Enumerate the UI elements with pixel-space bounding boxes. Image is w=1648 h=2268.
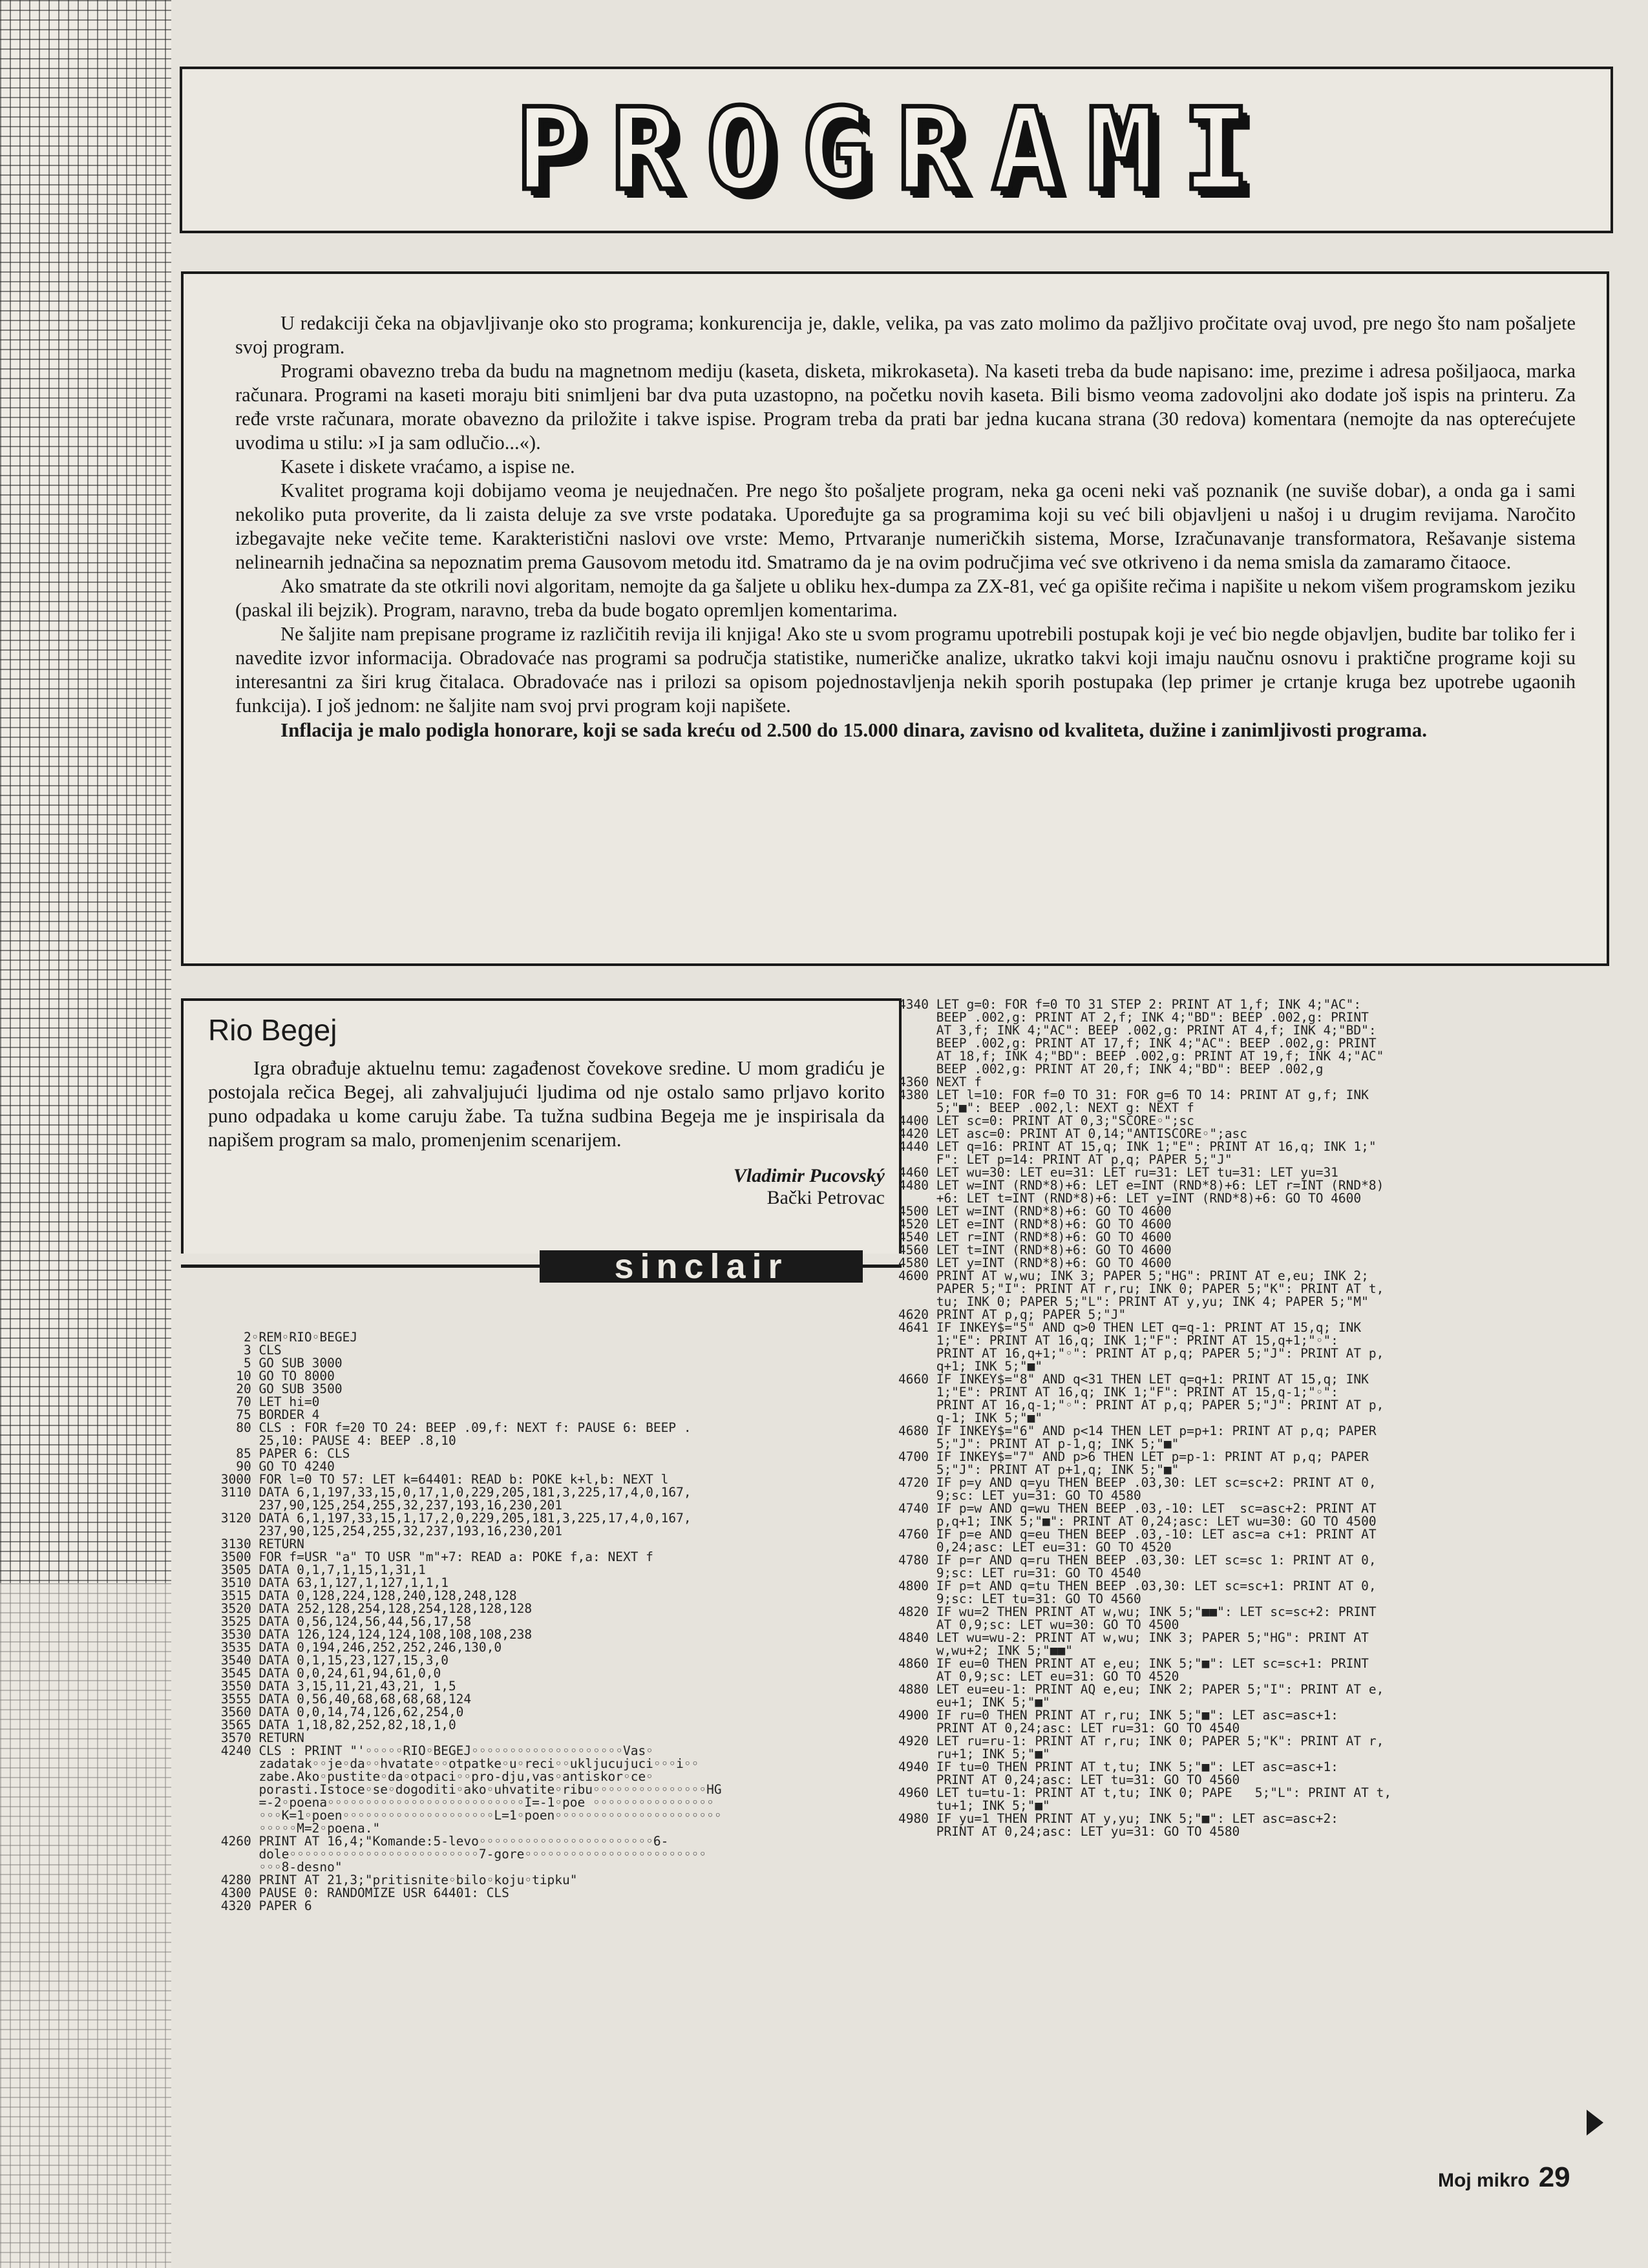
sinclair-logo: sinclair: [540, 1250, 863, 1283]
intro-paragraph: Kasete i diskete vraćamo, a ispise ne.: [280, 456, 575, 478]
page-footer: [1438, 2161, 1570, 2194]
basic-listing-left: 2◦REM◦RIO◦BEGEJ 3 CLS 5 GO SUB 3000 10 GO TO 8000 20 GO SUB 3500 70 LET hi=0 75 BORDER 4 80 CLS : FOR f=20 TO 24: BEEP .09,f: NEXT f: PAUSE 6: BEEP . 25,10: PAUSE 4: BEEP .8,10 85 PAPER 6: CLS 90 GO TO 4240 3000 FOR l=0 TO 57: LET k=64401: READ b: POKE k+l,b: NEXT l 3110 DATA 6,1,197,33,15,0,17,1,0,229,205,181,3,225,17,4,0,167, 237,90,125,254,255,32,237,193,16,230,201 3120 DATA 6,1,197,33,15,1,17,2,0,229,205,181,3,225,17,4,0,167, 237,90,125,254,255,32,237,193,16,230,201 3130 RETURN 3500 FOR f=USR "a" TO USR "m"+7: READ a: POKE f,a: NEXT f 3505 DATA 0,1,7,1,15,1,31,1 3510 DATA 63,1,127,1,127,1,1,1 3515 DATA 0,128,224,128,240,128,248,128 3520 DATA 252,128,254,128,254,128,128,128 3525 DATA 0,56,124,56,44,56,17,58 3530 DATA 126,124,124,124,108,108,108,238 3535 DATA 0,194,246,252,252,246,130,0 3540 DATA 0,1,15,23,127,15,3,0 3545 DATA 0,0,24,61,94,61,0,0 3550 DATA 3,15,11,21,43,21, 1,5 3555 DATA 0,56,40,68,68,68,68,124 3560 DATA 0,0,14,74,126,62,254,0 3565 DATA 1,18,82,252,82,18,1,0 3570 RETURN 4240 CLS : PRINT "'◦◦◦◦◦RIO◦BEGEJ◦◦◦◦◦◦◦◦◦◦◦◦◦◦◦◦◦◦◦◦Vas◦ zadatak◦◦je◦da◦◦hvatate◦◦otpatke◦u◦reci◦◦ukljucujuci◦◦◦i◦◦ zabe.Ako◦pustite◦da◦otpaci◦◦pro-dju,vas◦antiskor◦ce◦ porasti.Istoce◦se◦dogoditi◦ako◦uhvatite◦ribu◦◦◦◦◦◦◦◦◦◦◦◦◦◦◦HG =-2◦poena◦◦◦◦◦◦◦◦◦◦◦◦◦◦◦◦◦◦◦◦◦◦◦◦◦◦I=-1◦poe ◦◦◦◦◦◦◦◦◦◦◦◦◦◦◦◦ ◦◦◦K=1◦poen◦◦◦◦◦◦◦◦◦◦◦◦◦◦◦◦◦◦◦◦L=1◦poen◦◦◦◦◦◦◦◦◦◦◦◦◦◦◦◦◦◦◦◦◦◦ ◦◦◦◦◦M=2◦poena." 4260 PRINT AT 16,4;"Komande:5-levo◦◦◦◦◦◦◦◦◦◦◦◦◦◦◦◦◦◦◦◦◦◦◦6- dole◦◦◦◦◦◦◦◦◦◦◦◦◦◦◦◦◦◦◦◦◦◦◦◦◦7-gore◦◦◦◦◦◦◦◦◦◦◦◦◦◦◦◦◦◦◦◦◦◦◦◦ ◦◦◦8-desno" 4280 PRINT AT 21,3;"pritisnite◦bilo◦koju◦tipku" 4300 PAUSE 0: RANDOMIZE USR 64401: CLS 4320 PAPER 6: [220, 1330, 722, 1913]
magazine-name: Moj mikro: [1438, 2170, 1530, 2191]
graph-paper-margin: [0, 0, 171, 1583]
graph-paper-margin-lower: [0, 1583, 171, 2268]
intro-paragraph: Programi obavezno treba da budu na magnetnom mediju (kaseta, disketa, mikrokaseta). Na kaseti treba da bude napisano: ime, prezime i adresa pošiljaoca, marka računara. Programi na kaseti moraju biti snimljeni bar dva puta uzastopno, na početku novih kaseta. Bili bismo veoma zadovoljni ako dodate još ispis na printeru. Za ređe vrste računara, morate obavezno da priložite i takve ispise. Program treba da prati bar jedna kucana strana (30 redova) komentara (nemojte da nas opterećujete uvodima u stilu: »I ja sam odlučio...«).: [235, 360, 1576, 454]
article-intro-box: [181, 998, 902, 1254]
intro-paragraph: U redakciji čeka na objavljivanje oko sto programa; konkurencija je, dakle, velika, pa vas zato molimo da pažljivo pročitate ovaj uvod, pre nego što nam pošaljete svoj program.: [235, 312, 1576, 358]
section-title: PROGRAMI: [515, 84, 1278, 216]
intro-paragraph: Kvalitet programa koji dobijamo veoma je neujednačen. Pre nego što pošaljete program, neka ga oceni neki vaš poznanik (ne suviše dobar), a onda ga i sami nekoliko puta proverite, da li zaista deluje za sve vrste podataka. Upoređujte ga sa programima koji su već bili objavljeni u našoj i u drugim revijama. Naročito izbegavajte neke večite teme. Karakteristični naslovi ove vrste: Memo, Prtvaranje numeričkih sistema, Morse, Izračunavanje transformatora, Rešavanje sistema nelinearnih jednačina sa nepoznatim prema Gausovom metodu itd. Smatramo da je na ovim područjima već sve otkriveno i da nema smisla da zamaramo čitaoce.: [235, 479, 1576, 573]
basic-listing-right: 4340 LET g=0: FOR f=0 TO 31 STEP 2: PRINT AT 1,f; INK 4;"AC": BEEP .002,g: PRINT AT 2,f; INK 4;"BD": BEEP .002,g: PRINT AT 3,f; INK 4;"AC": BEEP .002,g: PRINT AT 4,f; INK 4;"BD": BEEP .002,g: PRINT AT 17,f; INK 4;"AC": BEEP .002,g: PRINT AT 18,f; INK 4;"BD": BEEP .002,g: PRINT AT 19,f; INK 4;"AC" BEEP .002,g: PRINT AT 20,f; INK 4;"BD": BEEP .002,g 4360 NEXT f 4380 LET l=10: FOR f=0 TO 31: FOR g=6 TO 14: PRINT AT g,f; INK 5;"■": BEEP .002,l: NEXT g: NEXT f 4400 LET sc=0: PRINT AT 0,3;"SCORE◦";sc 4420 LET asc=0: PRINT AT 0,14;"ANTISCORE◦";asc 4440 LET q=16: PRINT AT 15,q; INK 1;"E": PRINT AT 16,q; INK 1;" F": LET p=14: PRINT AT p,q; PAPER 5;"J" 4460 LET wu=30: LET eu=31: LET ru=31: LET tu=31: LET yu=31 4480 LET w=INT (RND*8)+6: LET e=INT (RND*8)+6: LET r=INT (RND*8) +6: LET t=INT (RND*8)+6: LET y=INT (RND*8)+6: GO TO 4600 4500 LET w=INT (RND*8)+6: GO TO 4600 4520 LET e=INT (RND*8)+6: GO TO 4600 4540 LET r=INT (RND*8)+6: GO TO 4600 4560 LET t=INT (RND*8)+6: GO TO 4600 4580 LET y=INT (RND*8)+6: GO TO 4600 4600 PRINT AT w,wu; INK 3; PAPER 5;"HG": PRINT AT e,eu; INK 2; PAPER 5;"I": PRINT AT r,ru; INK 0; PAPER 5;"K": PRINT AT t, tu; INK 0; PAPER 5;"L": PRINT AT y,yu; INK 4; PAPER 5;"M" 4620 PRINT AT p,q; PAPER 5;"J" 4641 IF INKEY$="5" AND q>0 THEN LET q=q-1: PRINT AT 15,q; INK 1;"E": PRINT AT 16,q; INK 1;"F": PRINT AT 15,q+1;"◦": PRINT AT 16,q+1;"◦": PRINT AT p,q; PAPER 5;"J": PRINT AT p, q+1; INK 5;"■" 4660 IF INKEY$="8" AND q<31 THEN LET q=q+1: PRINT AT 15,q; INK 1;"E": PRINT AT 16,q; INK 1;"F": PRINT AT 15,q-1;"◦": PRINT AT 16,q-1;"◦": PRINT AT p,q; PAPER 5;"J": PRINT AT p, q-1; INK 5;"■" 4680 IF INKEY$="6" AND p<14 THEN LET p=p+1: PRINT AT p,q; PAPER 5;"J": PRINT AT p-1,q; INK 5;"■" 4700 IF INKEY$="7" AND p>6 THEN LET p=p-1: PRINT AT p,q; PAPER 5;"J": PRINT AT p+1,q; INK 5;"■" 4720 IF p=y AND q=yu THEN BEEP .03,30: LET sc=sc+2: PRINT AT 0, 9;sc: LET yu=31: GO TO 4580 4740 IF p=w AND q=wu THEN BEEP .03,-10: LET sc=asc+2: PRINT AT p,q+1; INK 5;"■": PRINT AT 0,24;asc: LET wu=30: GO TO 4500 4760 IF p=e AND q=eu THEN BEEP .03,-10: LET asc=a c+1: PRINT AT 0,24;asc: LET eu=31: GO TO 4520 4780 IF p=r AND q=ru THEN BEEP .03,30: LET sc=sc 1: PRINT AT 0, 9;sc: LET ru=31: GO TO 4540 4800 IF p=t AND q=tu THEN BEEP .03,30: LET sc=sc+1: PRINT AT 0, 9;sc: LET tu=31: GO TO 4560 4820 IF wu=2 THEN PRINT AT w,wu; INK 5;"■■": LET sc=sc+2: PRINT AT 0,9;sc: LET wu=30: GO TO 4500 4840 LET wu=wu-2: PRINT AT w,wu; INK 3; PAPER 5;"HG": PRINT AT w,wu+2; INK 5;"■■" 4860 IF eu=0 THEN PRINT AT e,eu; INK 5;"■": LET sc=sc+1: PRINT AT 0,9;sc: LET eu=31: GO TO 4520 4880 LET eu=eu-1: PRINT AQ e,eu; INK 2; PAPER 5;"I": PRINT AT e, eu+1; INK 5;"■" 4900 IF ru=0 THEN PRINT AT r,ru; INK 5;"■": LET asc=asc+1: PRINT AT 0,24;asc: LET ru=31: GO TO 4540 4920 LET ru=ru-1: PRINT AT r,ru; INK 0; PAPER 5;"K": PRINT AT r, ru+1; INK 5;"■" 4940 IF tu=0 THEN PRINT AT t,tu; INK 5;"■": LET asc=asc+1: PRINT AT 0,24;asc: LET tu=31: GO TO 4560 4960 LET tu=tu-1: PRINT AT t,tu; INK 0; PAPE 5;"L": PRINT AT t, tu+1; INK 5;"■" 4980 IF yu=1 THEN PRINT AT y,yu; INK 5;"■": LET asc=asc+2: PRINT AT 0,24;asc: LET yu=31: GO TO 4580: [898, 997, 1392, 1839]
article-body: Igra obrađuje aktuelnu temu: zagađenost čovekove sredine. U mom gradiću je postojala rečica Begej, ali zahvaljujući ljudima od nje ostalo samo prljavo korito puno odpadaka u kome caruju žabe. Ta tužna sudbina Begeja me je inspirisala da napišem program sa malo, promenjenim scenarijem.: [208, 1057, 885, 1151]
page-number: 29: [1538, 2161, 1570, 2193]
article-title: Rio Begej: [208, 1013, 337, 1047]
submission-guidelines-box: [181, 271, 1609, 966]
continue-arrow-icon: [1587, 2110, 1603, 2136]
intro-paragraph: Ako smatrate da ste otkrili novi algoritam, nemojte da ga šaljete u obliku hex-dumpa za ZX-81, već ga opišite rečima i napišite u nekom višem programskom jeziku (paskal ili bejzik). Program, naravno, treba da bude bogato opremljen komentarima.: [235, 575, 1576, 621]
article-author-location: Bački Petrovac: [766, 1187, 885, 1208]
article-author: Vladimir Pucovský: [733, 1165, 885, 1186]
section-header: [180, 67, 1613, 233]
platform-banner: [181, 1247, 902, 1286]
intro-paragraph: Ne šaljite nam prepisane programe iz različitih revija ili knjiga! Ako ste u svom programu upotrebili postupak koji je već bio negde objavljen, budite bar toliko fer i navedite izvor informacija. Obradovaće nas programi sa područja statistike, numeričke analize, ukratko takvi koji imaju naučnu osnovu i praktične programe koji su interesantni za širi krug čitalaca. Obradovaće nas i prilozi sa opisom pojednostavljenja nekih sporih postupaka (lep primer je crtanje kruga bez upotrebe ugaonih funkcija). I još jednom: ne šaljite nam svoj prvi program koji napišete.: [235, 623, 1576, 717]
intro-paragraph-fees: Inflacija je malo podigla honorare, koji se sada kreću od 2.500 do 15.000 dinara, zavisno od kvaliteta, dužine i zanimljivosti programa.: [280, 719, 1427, 741]
